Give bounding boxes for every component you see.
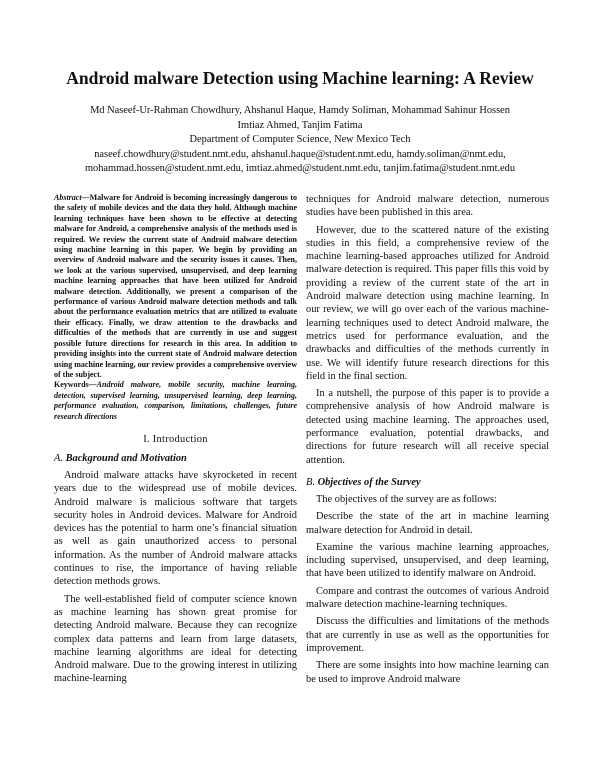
author-block [0, 104, 600, 177]
author-names-2: Imtiaz Ahmed, Tanjim Fatima [237, 119, 363, 131]
keywords [54, 380, 297, 422]
subsection-heading-a [54, 453, 297, 464]
author-emails-1: naseef.chowdhury@student.nmt.edu, ahshanul.haque@student.nmt.edu, hamdy.soliman@nmt.edu, [94, 148, 506, 160]
subsection-b-letter: B. [306, 476, 315, 488]
objective-item: Discuss the difficulties and limitations of the methods that are currently in use as well as the opportunities for improvement. [306, 616, 549, 654]
author-names: Md Naseef-Ur-Rahman Chowdhury, Ahshanul Haque, Hamdy Soliman, Mohammad Sahinur Hossen [90, 105, 510, 116]
paragraph: However, due to the scattered nature of the existing studies in this field, a comprehensive review of the machine learning-based approaches utilized for Android malware detection is required. This paper fills this void by providing a review of the current state of the art in Android malware detection using machine learning. In our review, we will go over each of the various machine-learning techniques used to detect Android malware, the metrics used for performance evaluation, and the drawbacks and difficulties of the methods currently in use. We will identify future research directions for this field in the final section. [306, 224, 549, 382]
keywords-text: —Android malware, mobile security, machine learning, detection, supervised learning, unsupervised learning, deep learning, performance evaluation, comparison, limitations, challenges, future research directions [54, 380, 297, 421]
paragraph: In a nutshell, the purpose of this paper is to provide a comprehensive analysis of how Android malware is detected using machine learning. The approaches used, performance evaluation, potential drawbacks, and directions for future research will all receive special attention. [306, 388, 549, 466]
subsection-a-name: Background and Motivation [65, 452, 187, 464]
abstract [54, 193, 297, 380]
subsection-a-letter: A. [54, 452, 63, 464]
abstract-text: —Malware for Android is becoming increasingly dangerous to the safety of mobile devices and the data they hold. Although machine learning techniques have been shown to be effective at detecting malware for Android, a comprehensive analysis of the methods used is required. We review the current state of Android malware detection using machine learning in this paper. We begin by providing an overview of Android malware and the security issues it causes. Then, we look at the various supervised, unsupervised, and deep learning machine learning approaches that have been utilized for Android malware detection. Additionally, we present a comparison of the performance of various Android malware detection methods and talk about the performance evaluation metrics that are utilized to evaluate their efficacy. Finally, we draw attention to the drawbacks and difficulties of the methods that are currently in use and suggest possible future directions for research in this area. In addition to providing insights into the current state of Android malware detection using machine learning, our review provides a comprehensive overview of the subject. [54, 193, 297, 379]
right-column [306, 193, 549, 690]
subsection-heading-b [306, 477, 549, 488]
section-heading-introduction: I. Introduction [143, 433, 208, 445]
objective-item: Describe the state of the art in machine learning malware detection for Android in detail. [306, 511, 549, 536]
paper-title: Android malware Detection using Machine learning: A Review [66, 68, 534, 88]
subsection-b-name: Objectives of the Survey [317, 476, 421, 488]
affiliation: Department of Computer Science, New Mexico Tech [189, 134, 411, 145]
abstract-label: Abstract [54, 193, 82, 202]
paragraph: techniques for Android malware detection, numerous studies have been published in this area. [306, 194, 549, 219]
paragraph: The well-established field of computer science known as machine learning has shown great promise for detecting Android malware. Because they can recognize complex data patterns and learn from large datasets, machine learning algorithms are ideal for detecting Android malware. Due to the growing interest in utilizing machine-learning [54, 593, 297, 685]
paragraph: The objectives of the survey are as follows: [316, 493, 497, 505]
objective-item: Examine the various machine learning approaches, including supervised, unsupervised, and deep learning, that have been utilized to identify malware on Android. [306, 541, 549, 580]
keywords-label: Keywords [54, 380, 89, 390]
objective-item: There are some insights into how machine learning can be used to improve Android malware [306, 660, 549, 685]
left-column [54, 193, 297, 690]
objective-item: Compare and contrast the outcomes of various Android malware detection machine-learning techniques. [306, 585, 549, 611]
author-emails-2: mohammad.hossen@student.nmt.edu, imtiaz.ahmed@student.nmt.edu, tanjim.fatima@student.nmt.edu [84, 163, 516, 174]
paragraph: Android malware attacks have skyrocketed in recent years due to the widespread use of mobile devices. Android malware is malicious software that targets security holes in Android devices. Malware for Android devices has the potential to harm one’s financial situation as well as gain unauthorized access to personal information. As the number of Android malware attacks continues to rise, the importance of having reliable detection methods grows. [54, 469, 297, 588]
